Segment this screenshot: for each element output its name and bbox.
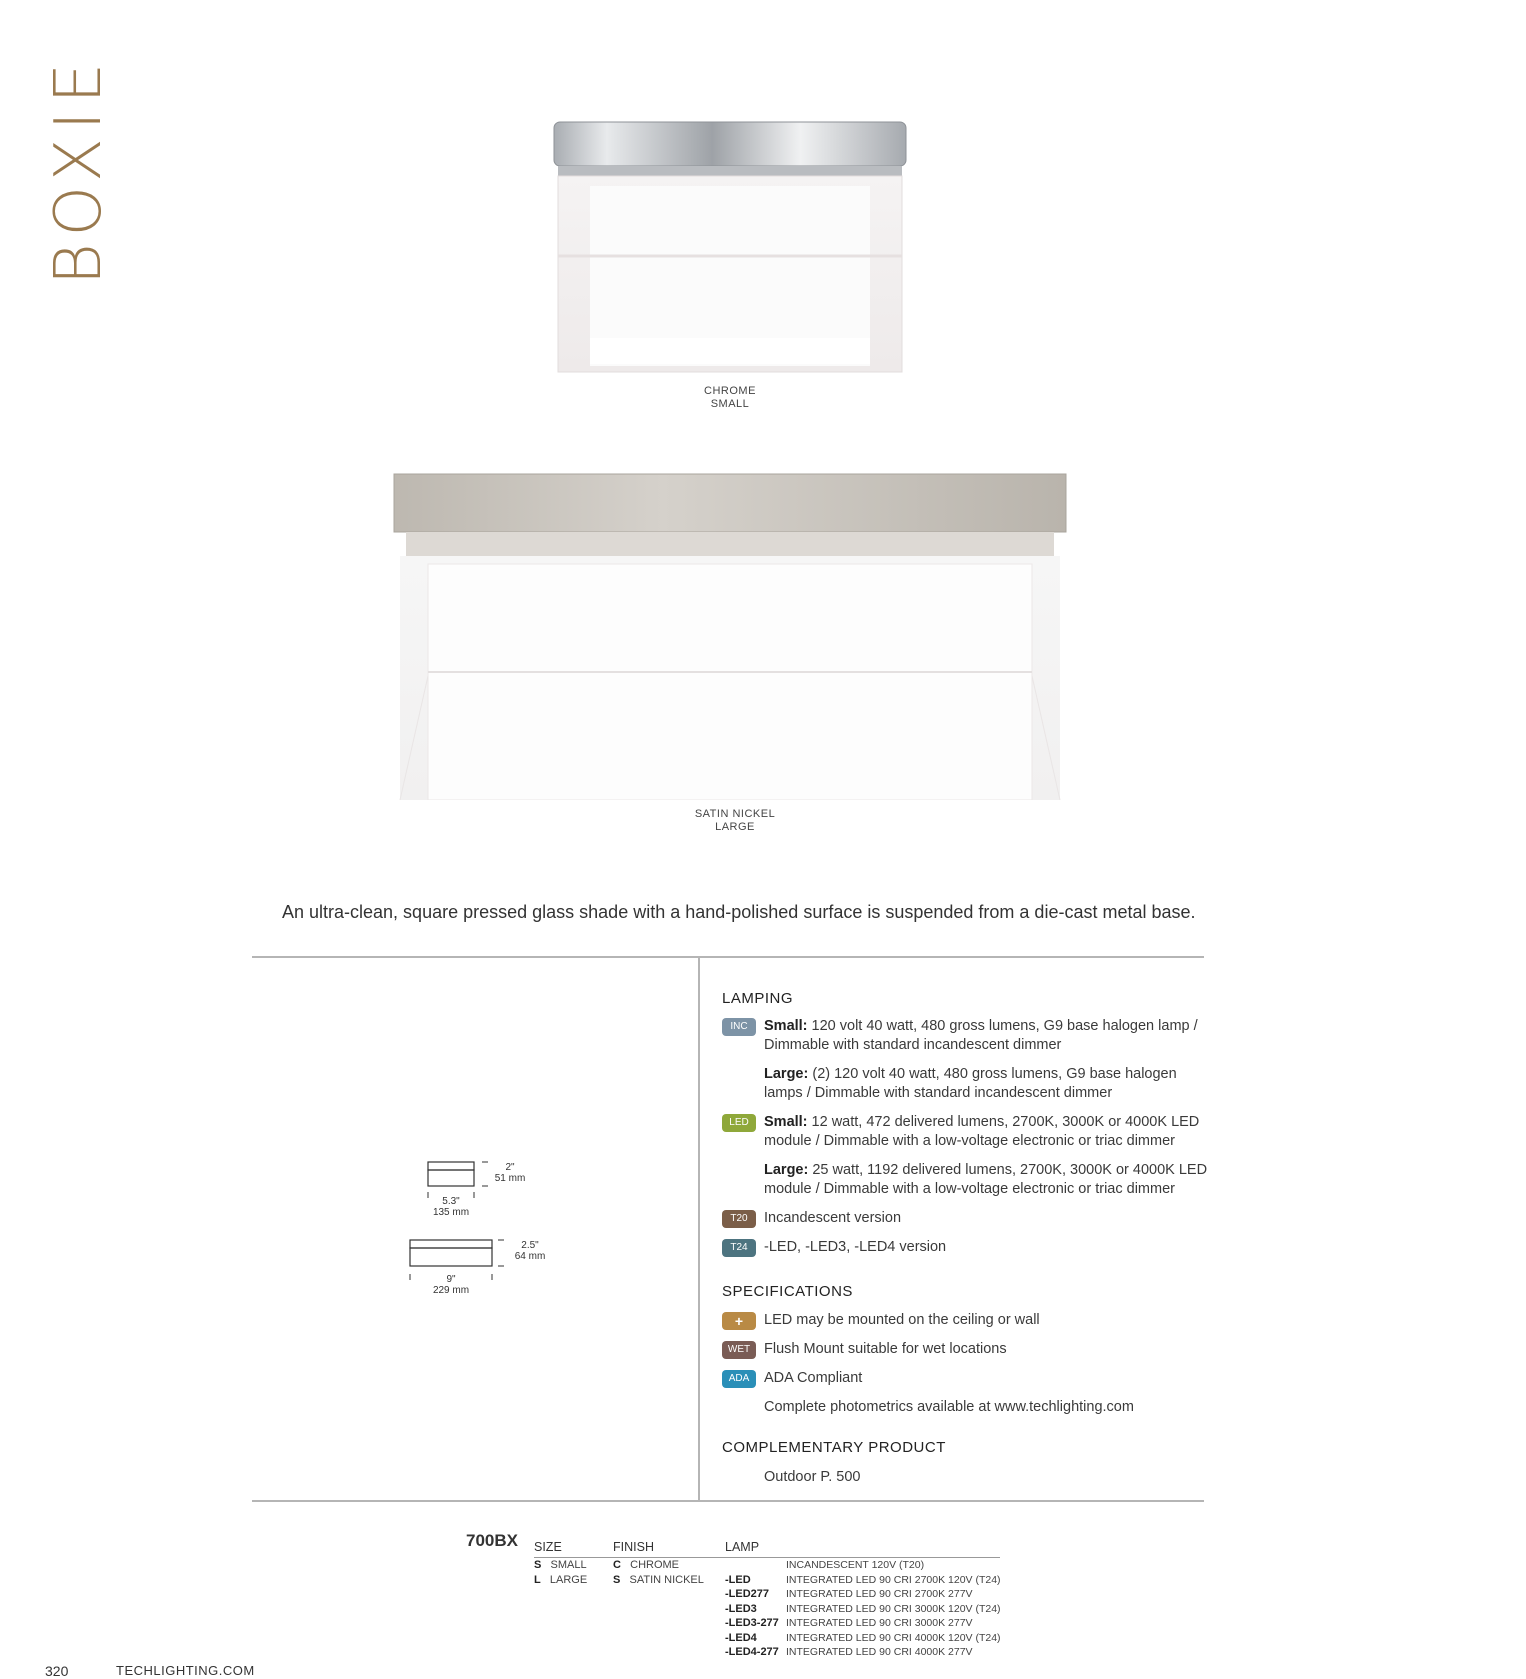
small-width-label — [426, 1196, 476, 1218]
caption-finish: SATIN NICKEL — [694, 808, 776, 820]
complementary-heading: COMPLEMENTARY PRODUCT — [722, 1439, 946, 1456]
product-description: An ultra-clean, square pressed glass shade with a hand-polished surface is suspended from a die-cast metal base. — [282, 902, 1196, 922]
small-height-mm: 51 mm — [494, 1173, 526, 1184]
finish-label: CHROME — [630, 1559, 680, 1571]
caption-size: SMALL — [710, 398, 750, 410]
lamp-code: -LED4-277 — [725, 1646, 779, 1658]
size-code: L — [534, 1573, 541, 1586]
finish-code: S — [613, 1573, 621, 1586]
chrome-small-caption — [680, 385, 780, 411]
chrome-small-fixture-image — [550, 118, 910, 378]
inc-large-text — [764, 1065, 1214, 1103]
led-large-text — [764, 1161, 1214, 1199]
small-height-label — [488, 1162, 532, 1184]
t20-badge: T20 — [722, 1210, 756, 1228]
satin-nickel-large-caption — [670, 808, 800, 834]
top-divider — [252, 956, 1204, 958]
t20-text: Incandescent version — [764, 1210, 902, 1226]
large-height-mm: 64 mm — [514, 1251, 546, 1262]
wet-text: Flush Mount suitable for wet locations — [764, 1341, 1007, 1357]
finish-option-chrome — [613, 1558, 704, 1573]
large-height-label — [508, 1240, 552, 1262]
size-code: S — [534, 1559, 542, 1571]
lamp-label: INCANDESCENT 120V (T20) — [786, 1559, 925, 1571]
large-width-in: 9" — [446, 1274, 456, 1285]
led-large-label: Large: — [764, 1162, 809, 1178]
satin-nickel-large-fixture-image — [392, 470, 1068, 800]
lamp-code: -LED3 — [725, 1602, 757, 1615]
lamp-label: INTEGRATED LED 90 CRI 2700K 277V — [786, 1588, 973, 1600]
lamp-header: LAMP — [725, 1540, 760, 1554]
led-badge: LED — [722, 1114, 756, 1132]
size-header: SIZE — [534, 1540, 562, 1554]
led-small-label: Small: — [764, 1114, 808, 1130]
lamp-code: -LED277 — [725, 1588, 770, 1600]
caption-size: LARGE — [715, 821, 755, 833]
led-large-desc: 25 watt, 1192 delivered lumens, 2700K, 3000K or 4000K LED module / Dimmable with a low-voltage electronic or triac dimmer — [764, 1162, 1208, 1197]
t24-badge: T24 — [722, 1239, 756, 1257]
small-width-mm: 135 mm — [432, 1207, 470, 1218]
led-small-text — [764, 1113, 1214, 1151]
inc-small-desc: 120 volt 40 watt, 480 gross lumens, G9 base halogen lamp / Dimmable with standard incandescent dimmer — [764, 1018, 1198, 1053]
large-width-mm: 229 mm — [432, 1285, 470, 1296]
lamp-label: INTEGRATED LED 90 CRI 2700K 120V (T24) — [786, 1573, 1001, 1586]
finish-header: FINISH — [613, 1540, 654, 1554]
photometrics-text: Complete photometrics available at www.techlighting.com — [764, 1399, 1134, 1415]
finish-code: C — [613, 1559, 621, 1571]
size-label: SMALL — [550, 1559, 587, 1571]
mount-icon: + — [722, 1312, 756, 1330]
ada-text: ADA Compliant — [764, 1370, 863, 1386]
mount-text: LED may be mounted on the ceiling or wall — [764, 1312, 1040, 1328]
lamp-label: INTEGRATED LED 90 CRI 3000K 120V (T24) — [786, 1602, 1001, 1615]
inc-large-label: Large: — [764, 1066, 809, 1082]
website-link[interactable]: TECHLIGHTING.COM — [116, 1663, 255, 1678]
lamping-heading: LAMPING — [722, 990, 794, 1007]
product-title-text: BOXIE — [42, 54, 116, 286]
caption-finish: CHROME — [704, 385, 756, 397]
inc-small-text — [764, 1017, 1214, 1055]
ada-badge: ADA — [722, 1370, 756, 1388]
finish-option-satin-nickel — [613, 1573, 704, 1588]
finish-label: SATIN NICKEL — [629, 1573, 704, 1586]
led-small-desc: 12 watt, 472 delivered lumens, 2700K, 3000K or 4000K LED module / Dimmable with a low-voltage electronic or triac dimmer — [764, 1114, 1200, 1149]
finish-row — [613, 1558, 704, 1587]
large-height-in: 2.5" — [521, 1240, 539, 1251]
lamp-label: INTEGRATED LED 90 CRI 4000K 120V (T24) — [786, 1631, 1001, 1644]
complementary-text: Outdoor P. 500 — [764, 1469, 861, 1485]
bottom-divider — [252, 1500, 1204, 1502]
inc-large-desc: (2) 120 volt 40 watt, 480 gross lumens, G9 base halogen lamps / Dimmable with standard incandescent dimmer — [764, 1066, 1177, 1101]
model-number: 700BX — [466, 1531, 518, 1550]
column-divider — [698, 956, 700, 1501]
lamp-code: -LED4 — [725, 1631, 757, 1644]
lamp-label: INTEGRATED LED 90 CRI 4000K 277V — [786, 1646, 973, 1658]
large-width-label — [426, 1274, 476, 1296]
lamp-label: INTEGRATED LED 90 CRI 3000K 277V — [786, 1617, 973, 1629]
lamp-codes — [725, 1558, 785, 1660]
lamp-code: -LED — [725, 1573, 751, 1586]
small-width-in: 5.3" — [442, 1196, 460, 1207]
lamp-labels — [786, 1558, 1001, 1660]
t24-text: -LED, -LED3, -LED4 version — [764, 1239, 947, 1255]
lamp-code: -LED3-277 — [725, 1617, 779, 1629]
size-label: LARGE — [549, 1573, 588, 1586]
specifications-heading: SPECIFICATIONS — [722, 1283, 853, 1300]
size-option-large — [534, 1573, 587, 1588]
wet-badge: WET — [722, 1341, 756, 1359]
small-height-in: 2" — [505, 1162, 515, 1173]
inc-badge: INC — [722, 1018, 756, 1036]
page-number: 320 — [45, 1663, 69, 1679]
size-option-small — [534, 1558, 587, 1573]
size-row — [534, 1558, 587, 1587]
product-title — [24, 54, 134, 286]
inc-small-label: Small: — [764, 1018, 808, 1034]
